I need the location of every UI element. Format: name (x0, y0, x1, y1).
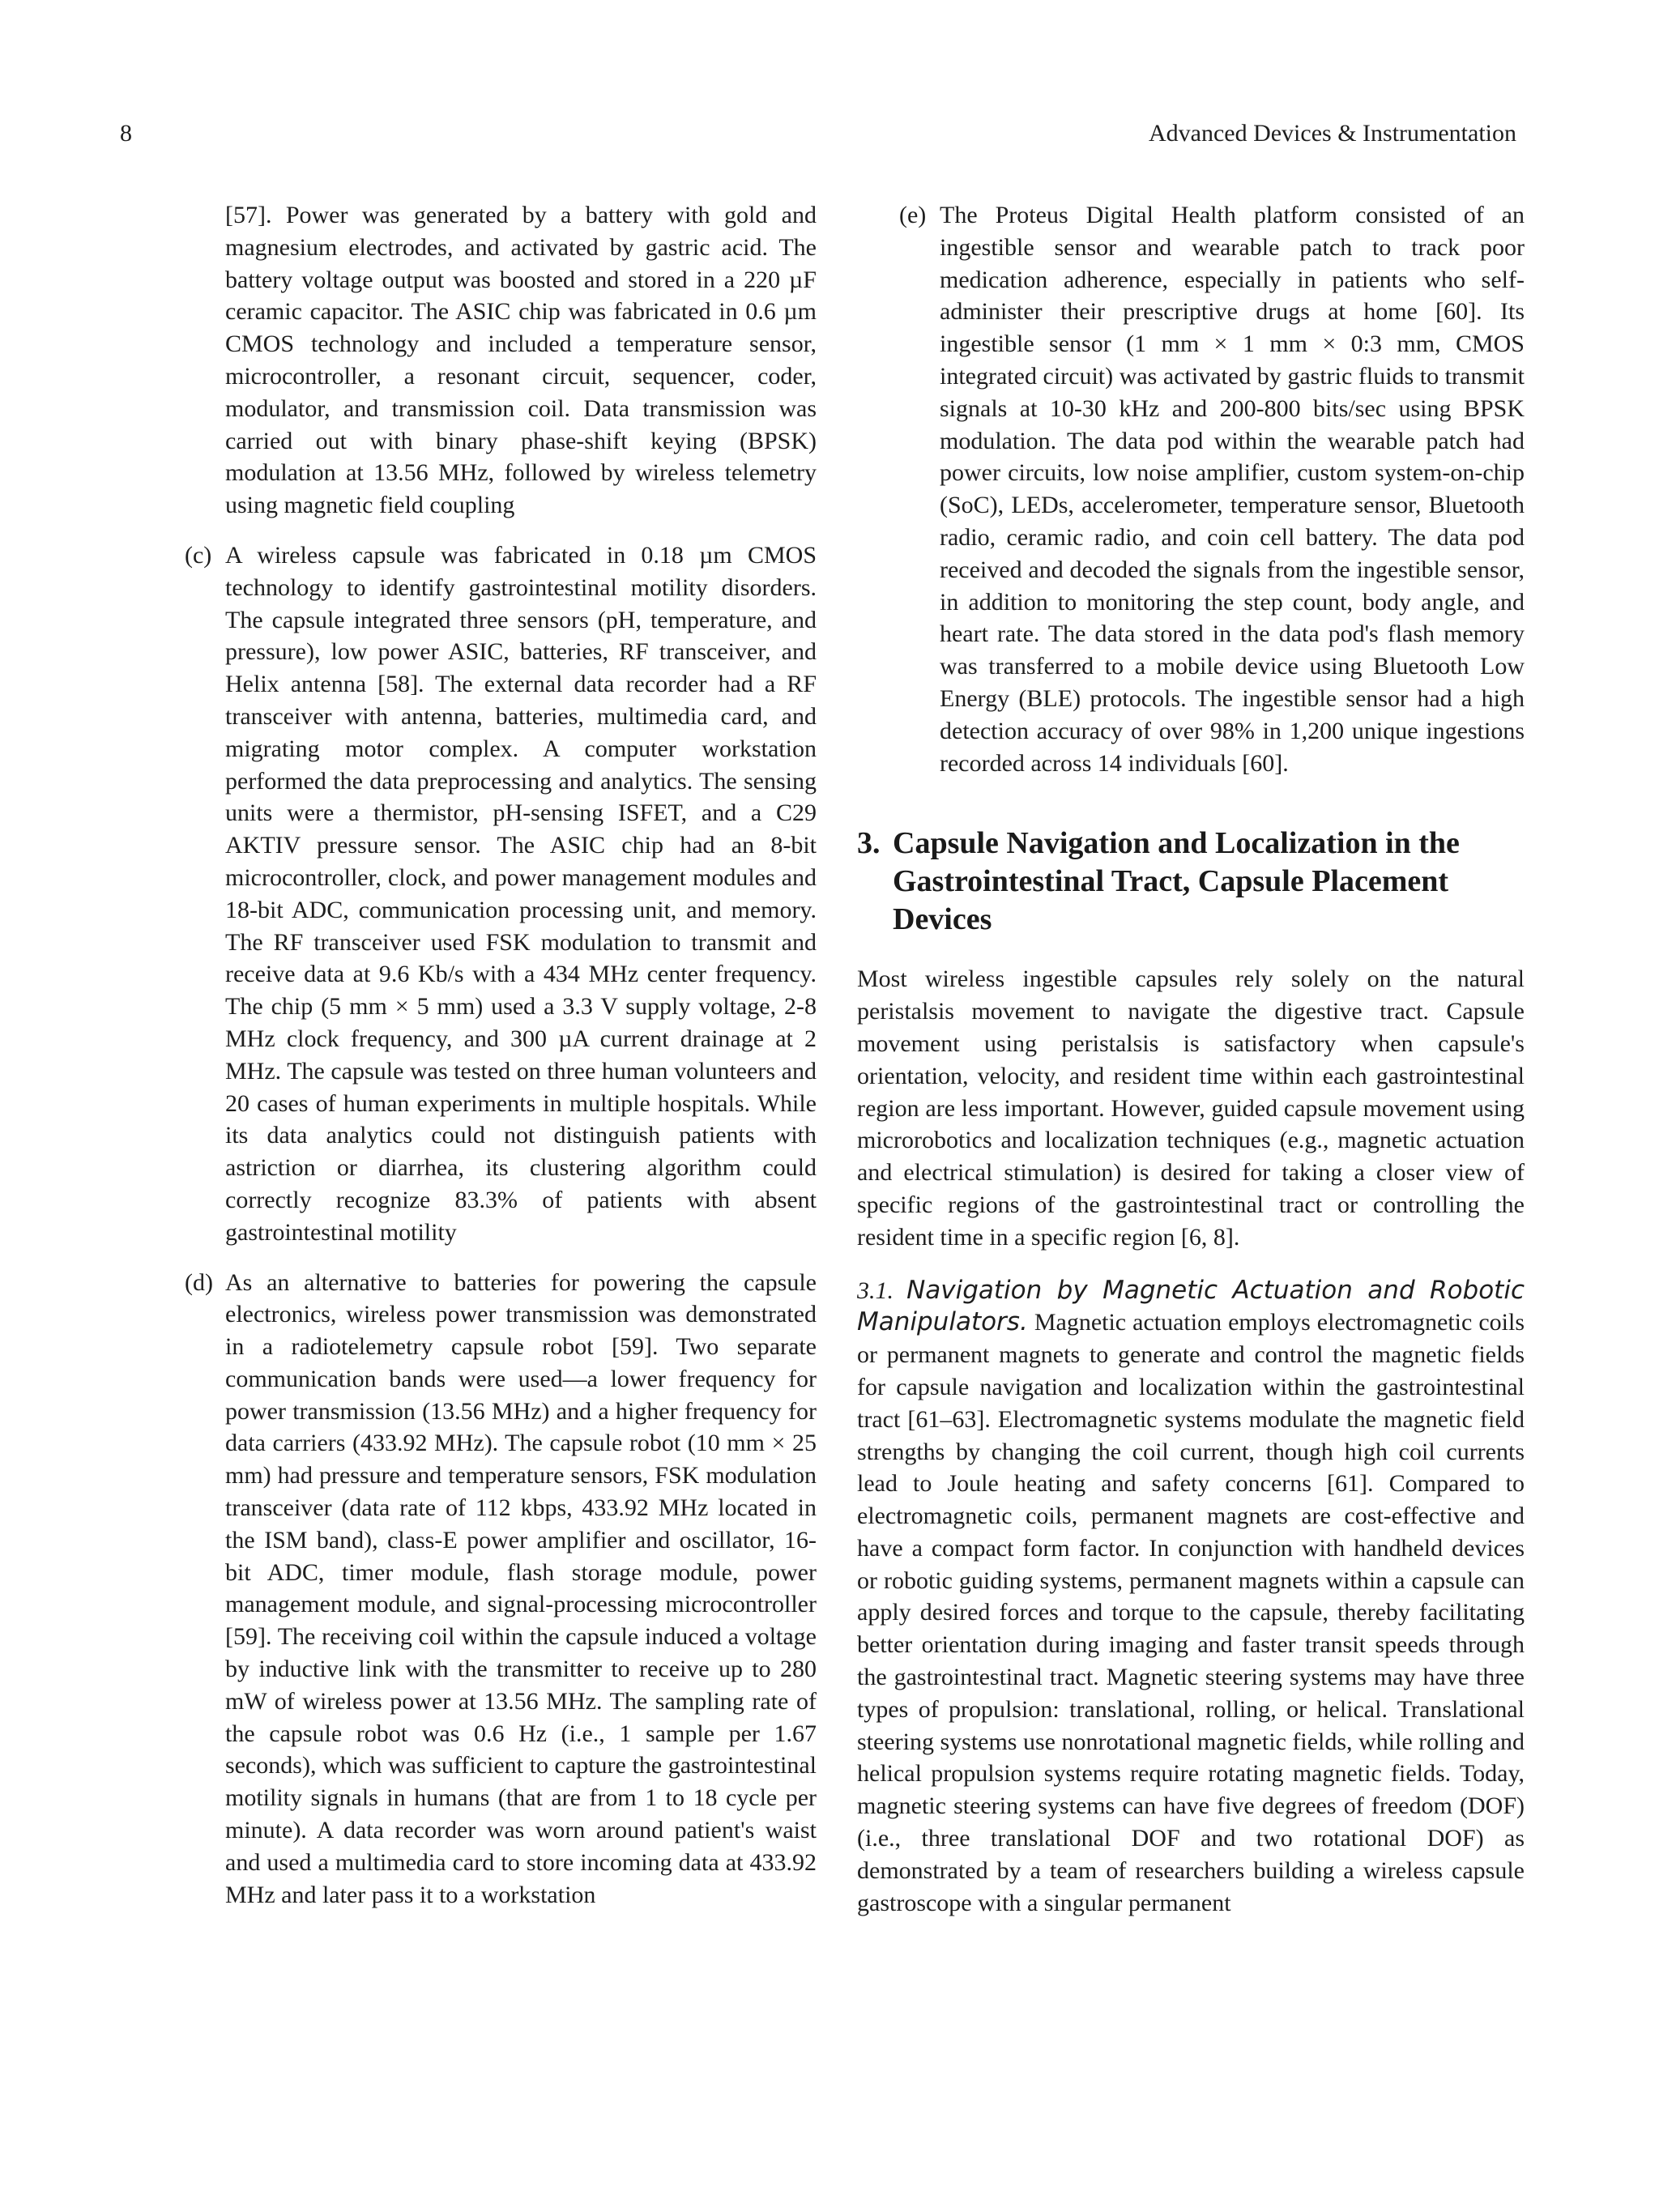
list-item-e (857, 199, 1525, 779)
list-label-d: (d) (185, 1268, 213, 1296)
section-paragraph: Most wireless ingestible capsules rely solely on the natural peristalsis movement to navigate the digestive tract. Capsule movement using peristalsis is satisfactory when capsule's orientation, velocity, and resident time within each gastrointestinal region are less important. However, guided capsule movement using microrobotics and localization techniques (e.g., magnetic actuation and electrical stimulation) is desired for taking a closer view of specific regions of the gastrointestinal tract or controlling the resident time in a specific region [6, 8]. (857, 965, 1525, 1251)
subsection-title: Navigation by Magnetic Actuation and Robotic Manipulators. (857, 1275, 1525, 1337)
subsection-paragraph (857, 1275, 1525, 1920)
section-heading (857, 825, 1525, 939)
list-label-c: (c) (185, 541, 212, 569)
section-title: Capsule Navigation and Localization in the Gastrointestinal Tract, Capsule Placement Devices (893, 826, 1460, 937)
list-text-e: The Proteus Digital Health platform consisted of an ingestible sensor and wearable patch to track poor medication adherence, especially in patients who self-administer their prescriptive drugs at home [60]. Its ingestible sensor (1 mm × 1 mm × 0:3 mm, CMOS integrated circuit) was activated by gastric fluids to transmit signals at 10-30 kHz and 200-800 bits/sec using BPSK modulation. The data pod within the wearable patch had power circuits, low noise amplifier, custom system-on-chip (SoC), LEDs, accelerometer, temperature sensor, Bluetooth radio, ceramic radio, and coin cell battery. The data pod received and decoded the signals from the ingestible sensor, in addition to monitoring the step count, body angle, and heart rate. The data stored in the data pod's flash memory was transferred to a mobile device using Bluetooth Low Energy (BLE) protocols. The ingestible sensor had a high detection accuracy of over 98% in 1,200 unique ingestions recorded across 14 individuals [60]. (940, 202, 1525, 777)
list-text-d: As an alternative to batteries for powering the capsule electronics, wireless power transmission was demonstrated in a radiotelemetry capsule robot [59]. Two separate communication bands were used—a lower frequency for power transmission (13.56 MHz) and a higher frequency for data carriers (433.92 MHz). The capsule robot (10 mm × 25 mm) had pressure and temperature sensors, FSK modulation transceiver (data rate of 112 kbps, 433.92 MHz located in the ISM band), class-E power amplifier and oscillator, 16-bit ADC, timer module, flash storage module, power management module, and signal-processing microcontroller [59]. The receiving coil within the capsule induced a voltage by inductive link with the transmitter to receive up to 280 mW of wireless power at 13.56 MHz. The sampling rate of the capsule robot was 0.6 Hz (i.e., 1 sample per 1.67 seconds), which was sufficient to capture the gastrointestinal motility signals in humans (that are from 1 to 18 cycle per minute). A data recorder was worn around patient's waist and used a multimedia card to store incoming data at 433.92 MHz and later pass it to a workstation (225, 1268, 817, 1908)
subsection-number: 3.1. (857, 1276, 893, 1304)
list-item-b-continuation (172, 199, 817, 522)
section-number: 3. (857, 826, 881, 861)
list-text-c: A wireless capsule was fabricated in 0.18 µm CMOS technology to identify gastrointestinal motility disorders. The capsule integrated three sensors (pH, temperature, and pressure), low power ASIC, batteries, RF transceiver, and Helix antenna [58]. The external data recorder had a RF transceiver with antenna, batteries, multimedia card, and migrating motor complex. A computer workstation performed the data preprocessing and analytics. The sensing units were a thermistor, pH-sensing ISFET, and a C29 AKTIV pressure sensor. The ASIC chip had an 8-bit microcontroller, clock, and power management modules and 18-bit ADC, communication processing unit, and memory. The RF transceiver used FSK modulation to transmit and receive data at 9.6 Kb/s with a 434 MHz center frequency. The chip (5 mm × 5 mm) used a 3.3 V supply voltage, 2-8 MHz clock frequency, and 300 µA current drainage at 2 MHz. The capsule was tested on three human volunteers and 20 cases of human experiments in multiple hospitals. While its data analytics could not distinguish patients with astriction or diarrhea, its clustering algorithm could correctly recognize 83.3% of patients with absent gastrointestinal motility (225, 541, 817, 1246)
page-number: 8 (120, 120, 132, 147)
right-column (857, 199, 1525, 1940)
subsection-text: Magnetic actuation employs electromagnetic coils or permanent magnets to generate and control the magnetic fields for capsule navigation and localization within the gastrointestinal tract [61–63]. Electromagnetic systems modulate the magnetic field strengths by changing the coil current, though high coil currents lead to Joule heating and safety concerns [61]. Compared to electromagnetic coils, permanent magnets are cost-effective and have a compact form factor. In conjunction with handheld devices or robotic guiding systems, permanent magnets within a capsule can apply desired forces and torque to the capsule, thereby facilitating better orientation during imaging and faster transit speeds through the gastrointestinal tract. Magnetic steering systems may have three types of propulsion: translational, rolling, or helical. Translational steering systems use nonrotational magnetic fields, while rolling and helical propulsion systems require rotating magnetic fields. Today, magnetic steering systems can have five degrees of freedom (DOF) (i.e., three translational DOF and two rotational DOF) as demonstrated by a team of researchers building a wireless capsule gastroscope with a singular permanent (857, 1309, 1525, 1916)
list-item-d (172, 1267, 817, 1912)
list-item-c (172, 539, 817, 1249)
list-label-e: (e) (899, 202, 927, 228)
continuation-text: [57]. Power was generated by a battery with gold and magnesium electrodes, and activated by gastric acid. The battery voltage output was boosted and stored in a 220 µF ceramic capacitor. The ASIC chip was fabricated in 0.6 µm CMOS technology and included a temperature sensor, microcontroller, a resonant circuit, sequencer, coder, modulator, and transmission coil. Data transmission was carried out with binary phase-shift keying (BPSK) modulation at 13.56 MHz, followed by wireless telemetry using magnetic field coupling (225, 202, 817, 519)
journal-name: Advanced Devices & Instrumentation (1148, 120, 1516, 147)
left-column (172, 199, 817, 1929)
